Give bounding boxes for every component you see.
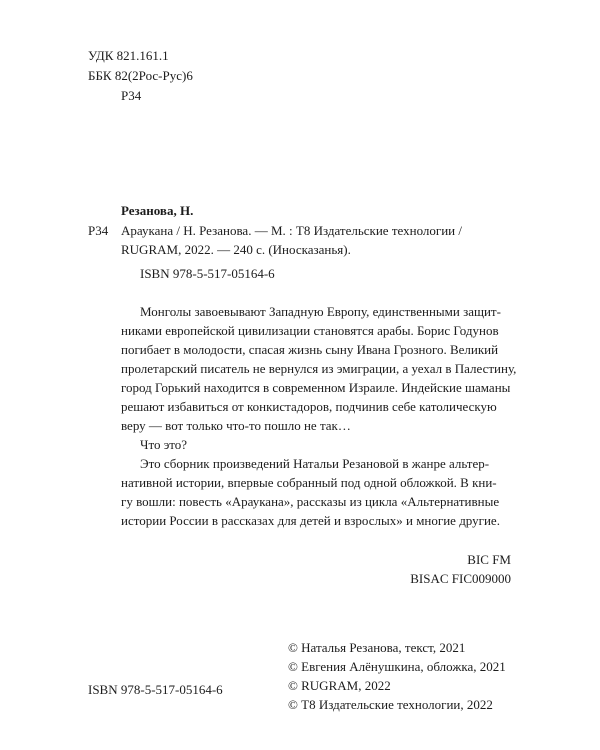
copyright-block (288, 638, 506, 714)
annotation-question: Что это? (140, 437, 188, 452)
bisac-code: BISAC FIC009000 (410, 571, 511, 586)
annotation-line: истории России в рассказах для детей и взрослых» и многие другие. (121, 513, 500, 528)
isbn-footer: ISBN 978-5-517-05164-6 (88, 682, 223, 697)
bibliographic-description (121, 221, 462, 259)
author-sign: Р34 (121, 88, 142, 103)
annotation-line: погибает в молодости, спасая жизнь сыну Ивана Грозного. Великий (121, 342, 499, 357)
author-heading: Резанова, Н. (121, 203, 194, 218)
record-sign: Р34 (88, 223, 109, 238)
annotation-line: город Горький находится в современном Израиле. Индейские шаманы (121, 380, 511, 395)
udk-code: УДК 821.161.1 (88, 48, 169, 63)
copyright-line: © Т8 Издательские технологии, 2022 (288, 697, 493, 712)
copyright-line: © Евгения Алёнушкина, обложка, 2021 (288, 659, 506, 674)
annotation-line: Монголы завоевывают Западную Европу, единственными защит- (140, 304, 501, 319)
isbn-record: ISBN 978-5-517-05164-6 (140, 266, 275, 281)
annotation-line: никами европейской цивилизации становятся арабы. Борис Годунов (121, 323, 499, 338)
annotation-line: нативной истории, впервые собранный под одной обложкой. В кни- (121, 475, 497, 490)
annotation-line: гу вошли: повесть «Араукана», рассказы из цикла «Альтернативные (121, 494, 500, 509)
subject-codes (410, 550, 511, 588)
description-line: RUGRAM, 2022. — 240 с. (Иносказанья). (121, 242, 351, 257)
bic-code: BIC FM (467, 552, 511, 567)
annotation-line: решают избавиться от конкистадоров, подчинив себе католическую (121, 399, 497, 414)
description-line: Араукана / Н. Резанова. — М. : Т8 Издательские технологии / (121, 223, 462, 238)
copyright-line: © Наталья Резанова, текст, 2021 (288, 640, 466, 655)
bbk-code: ББК 82(2Рос-Рус)6 (88, 68, 193, 83)
copyright-line: © RUGRAM, 2022 (288, 678, 391, 693)
annotation-line: веру — вот только что-то пошло не так… (121, 418, 351, 433)
annotation (121, 302, 516, 530)
annotation-line: Это сборник произведений Натальи Резановой в жанре альтер- (140, 456, 490, 471)
annotation-line: пролетарский писатель не вернулся из эмиграции, а уехал в Палестину, (121, 361, 517, 376)
